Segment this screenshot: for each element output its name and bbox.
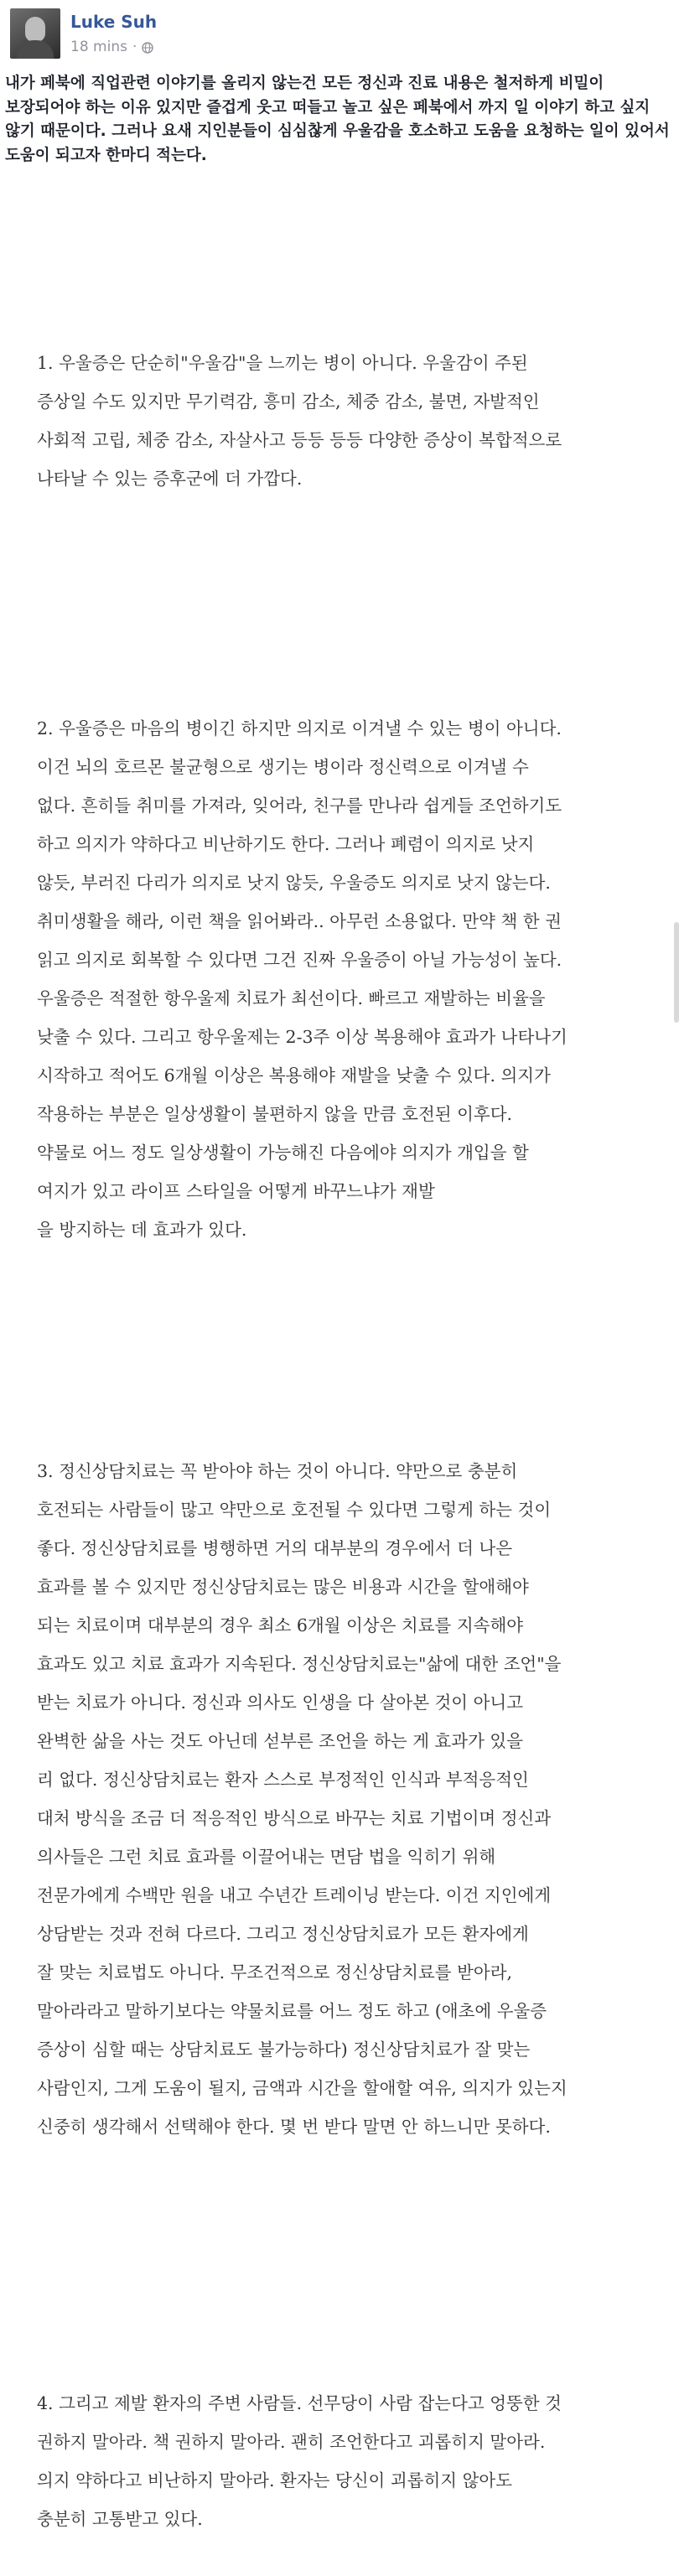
section-line: 없다. 흔히들 취미를 가져라, 잊어라, 친구를 만나라 쉽게들 조언하기도	[37, 796, 562, 816]
section-line: 말아라라고 말하기보다는 약물치료를 어느 정도 하고 (애초에 우울증	[37, 2001, 547, 2021]
section-line: 1. 우울증은 단순히"우울감"을 느끼는 병이 아니다. 우울감이 주된	[37, 353, 528, 373]
section-line: 리 없다. 정신상담치료는 환자 스스로 부정적인 인식과 부적응적인	[37, 1770, 529, 1790]
section-line: 약물로 어느 정도 일상생활이 가능해진 다음에야 의지가 개입을 할	[37, 1143, 529, 1163]
section-line: 작용하는 부분은 일상생활이 불편하지 않을 만큼 호전된 이후다.	[37, 1104, 513, 1124]
section-line: 대처 방식을 조금 더 적응적인 방식으로 바꾸는 치료 기법이며 정신과	[37, 1808, 552, 1828]
section-line: 취미생활을 해라, 이런 책을 읽어봐라.. 아무런 소용없다. 만약 책 한 권	[37, 911, 562, 931]
section-line: 읽고 의지로 회복할 수 있다면 그건 진짜 우울증이 아닐 가능성이 높다.	[37, 950, 562, 970]
section-line: 않듯, 부러진 다리가 의지로 낫지 않듯, 우울증도 의지로 낫지 않는다.	[37, 873, 551, 893]
meta-separator: ·	[132, 39, 137, 55]
section-line: 의사들은 그런 치료 효과를 이끌어내는 면담 법을 익히기 위해	[37, 1847, 496, 1867]
section-line: 2. 우울증은 마음의 병이긴 하지만 의지로 이겨낼 수 있는 병이 아니다.	[37, 718, 562, 739]
section-line: 충분히 고통받고 있다.	[37, 2509, 203, 2529]
section-line: 전문가에게 수백만 원을 내고 수년간 트레이닝 받는다. 이건 지인에게	[37, 1885, 552, 1905]
section-line: 신중히 생각해서 선택해야 한다. 몇 번 받다 말면 안 하느니만 못하다.	[37, 2117, 551, 2137]
section-line: 의지 약하다고 비난하지 말아라. 환자는 당신이 괴롭히지 않아도	[37, 2470, 513, 2490]
section-line: 받는 치료가 아니다. 정신과 의사도 인생을 다 살아본 것이 아니고	[37, 1692, 524, 1713]
section-3	[37, 1452, 657, 2146]
section-line: 완벽한 삶을 사는 것도 아닌데 섣부른 조언을 하는 게 효과가 있을	[37, 1731, 524, 1751]
avatar[interactable]	[10, 8, 60, 59]
section-2	[37, 709, 657, 1249]
post-time[interactable]: 18 mins	[70, 39, 127, 55]
post-meta	[70, 39, 153, 55]
section-4	[37, 2384, 657, 2538]
section-line: 4. 그리고 제발 환자의 주변 사람들. 선무당이 사람 잡는다고 엉뚱한 것	[37, 2393, 562, 2413]
section-line: 호전되는 사람들이 많고 약만으로 호전될 수 있다면 그렇게 하는 것이	[37, 1500, 552, 1520]
section-line: 시작하고 적어도 6개월 이상은 복용해야 재발을 낮출 수 있다. 의지가	[37, 1065, 551, 1086]
section-line: 나타날 수 있는 증후군에 더 가깝다.	[37, 469, 303, 489]
post-header	[0, 0, 679, 67]
section-line: 권하지 말아라. 책 권하지 말아라. 괜히 조언한다고 괴롭히지 말아라.	[37, 2432, 546, 2452]
section-line: 사회적 고립, 체중 감소, 자살사고 등등 등등 다양한 증상이 복합적으로	[37, 430, 562, 450]
section-line: 잘 맞는 치료법도 아니다. 무조건적으로 정신상담치료를 받아라,	[37, 1962, 513, 1983]
section-line: 사람인지, 그게 도움이 될지, 금액과 시간을 할애할 여유, 의지가 있는지	[37, 2078, 568, 2098]
post-intro: 내가 페북에 직업관련 이야기를 올리지 않는건 모든 정신과 진료 내용은 철저하게 비밀이 보장되어야 하는 이유 있지만 즐겁게 웃고 떠들고 놀고 싶은 페북에서 까지 일 이야기 하고 싶지 않기 때문이다. 그러나 요새 지인분들이 심심찮게 우울감을 호소하고 도움을 요청하는 일이 있어서 도움이 되고자 한마디 적는다.	[5, 75, 670, 164]
scrollbar[interactable]	[674, 922, 679, 1023]
globe-icon[interactable]	[142, 41, 153, 53]
section-line: 증상일 수도 있지만 무기력감, 흥미 감소, 체중 감소, 불면, 자발적인	[37, 391, 540, 412]
section-line: 상담받는 것과 전혀 다르다. 그리고 정신상담치료가 모든 환자에게	[37, 1924, 529, 1944]
section-line: 3. 정신상담치료는 꼭 받아야 하는 것이 아니다. 약만으로 충분히	[37, 1461, 518, 1481]
section-line: 되는 치료이며 대부분의 경우 최소 6개월 이상은 치료를 지속해야	[37, 1615, 524, 1635]
section-line: 증상이 심할 때는 상담치료도 불가능하다) 정신상담치료가 잘 맞는	[37, 2040, 531, 2060]
section-line: 효과를 볼 수 있지만 정신상담치료는 많은 비용과 시간을 할애해야	[37, 1577, 529, 1597]
section-line: 하고 의지가 약하다고 비난하기도 한다. 그러나 폐렴이 의지로 낫지	[37, 834, 535, 854]
avatar-body	[17, 40, 54, 59]
section-line: 좋다. 정신상담치료를 병행하면 거의 대부분의 경우에서 더 나은	[37, 1538, 513, 1558]
section-line: 효과도 있고 치료 효과가 지속된다. 정신상담치료는"삶에 대한 조언"을	[37, 1654, 562, 1674]
section-line: 여지가 있고 라이프 스타일을 어떻게 바꾸느냐가 재발	[37, 1181, 435, 1201]
author-name[interactable]: Luke Suh	[70, 12, 158, 32]
section-line: 이건 뇌의 호르몬 불균형으로 생기는 병이라 정신력으로 이겨낼 수	[37, 757, 529, 777]
section-line: 을 방지하는 데 효과가 있다.	[37, 1220, 247, 1240]
avatar-face	[25, 17, 45, 42]
section-line: 낮출 수 있다. 그리고 항우울제는 2-3주 이상 복용해야 효과가 나타나기	[37, 1027, 568, 1047]
section-1	[37, 344, 657, 498]
section-line: 우울증은 적절한 항우울제 치료가 최선이다. 빠르고 재발하는 비율을	[37, 988, 546, 1008]
